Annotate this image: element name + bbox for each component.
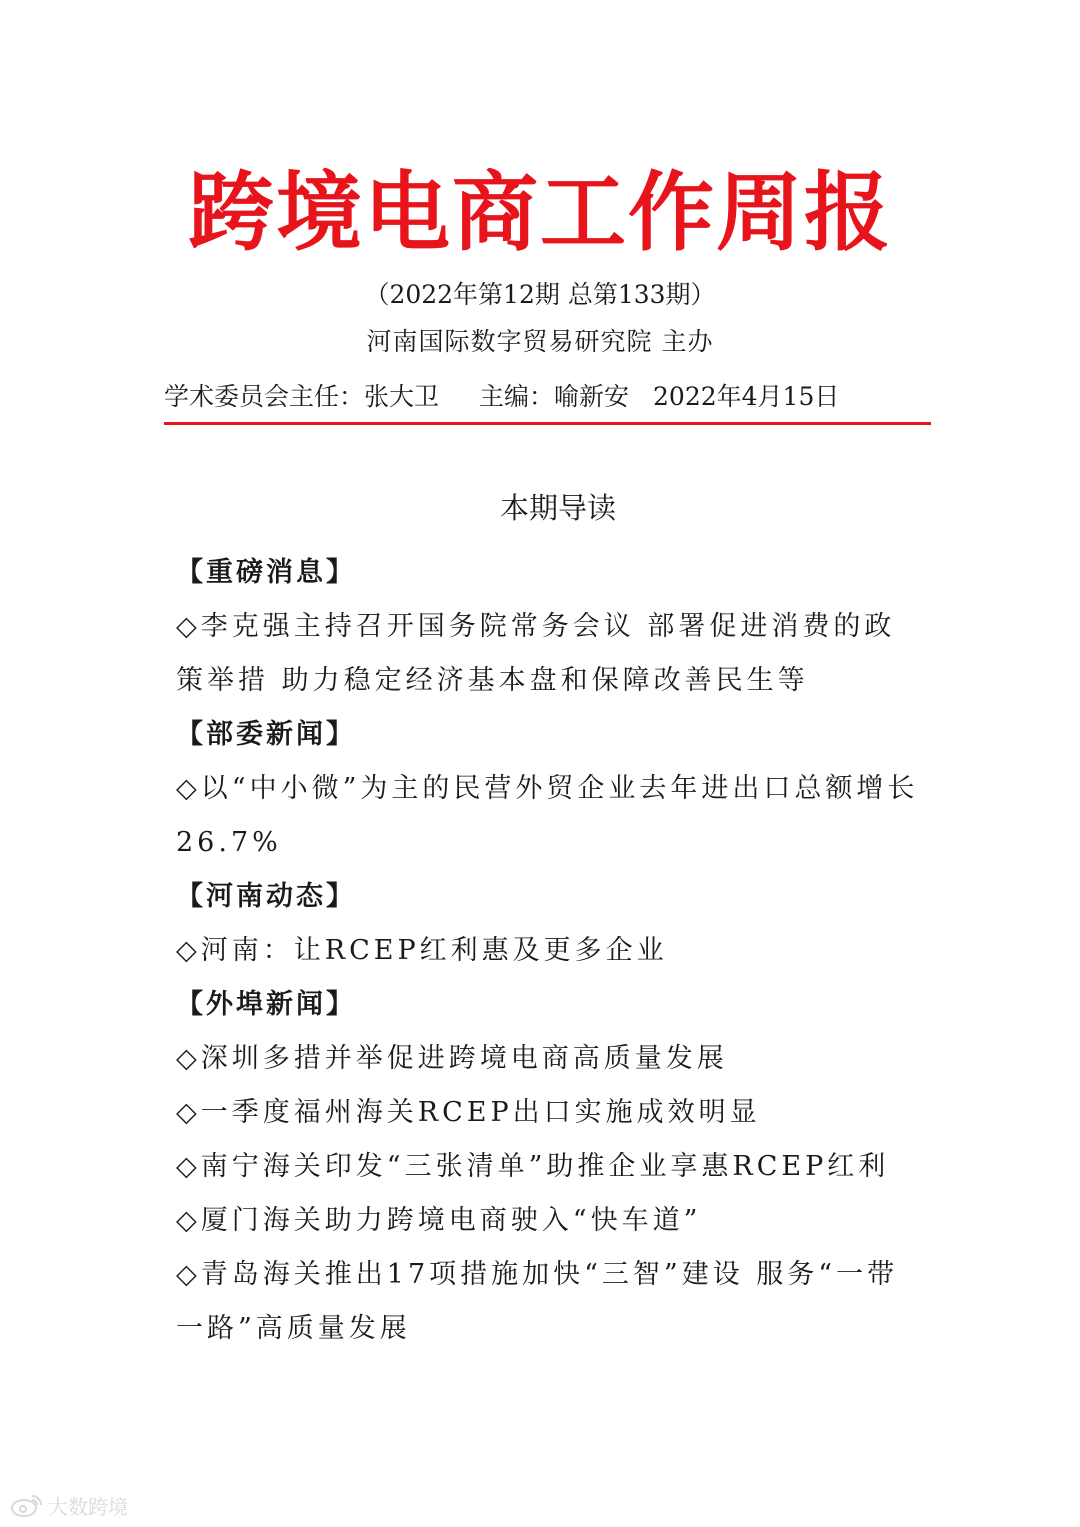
section-heading: 【外埠新闻】 bbox=[176, 989, 356, 1020]
toc-item[interactable]: ◇厦门海关助力跨境电商驶入“快车道” bbox=[176, 1205, 702, 1236]
toc-section bbox=[176, 708, 921, 870]
section-heading: 【重磅消息】 bbox=[176, 557, 356, 588]
header-divider bbox=[164, 422, 931, 425]
toc-item[interactable]: ◇一季度福州海关RCEP出口实施成效明显 bbox=[176, 1097, 761, 1128]
watermark bbox=[10, 1490, 128, 1520]
weibo-logo-icon bbox=[10, 1492, 44, 1518]
toc-section bbox=[176, 978, 921, 1356]
chief-editor: 主编：喻新安 bbox=[479, 382, 630, 411]
issue-number: （2022年第12期 总第133期） bbox=[364, 280, 716, 309]
masthead-title: 跨境电商工作周报 bbox=[188, 163, 892, 263]
toc-item[interactable]: ◇河南：让RCEP红利惠及更多企业 bbox=[176, 935, 668, 966]
toc-section bbox=[176, 870, 921, 978]
watermark-text: 大数跨境 bbox=[48, 1494, 128, 1519]
publish-date: 2022年4月15日 bbox=[653, 382, 840, 411]
host-organization: 河南国际数字贸易研究院 主办 bbox=[366, 327, 714, 356]
toc-item[interactable]: ◇以“中小微”为主的民营外贸企业去年进出口总额增长26.7% bbox=[176, 773, 919, 858]
toc-title: 本期导读 bbox=[499, 491, 616, 525]
credits-line bbox=[164, 380, 944, 414]
table-of-contents bbox=[176, 546, 921, 1356]
toc-item[interactable]: ◇青岛海关推出17项措施加快“三智”建设 服务“一带一路”高质量发展 bbox=[176, 1259, 899, 1344]
toc-section bbox=[176, 546, 921, 708]
toc-item[interactable]: ◇李克强主持召开国务院常务会议 部署促进消费的政策举措 助力稳定经济基本盘和保障改善民生等 bbox=[176, 611, 896, 696]
committee-chair: 学术委员会主任：张大卫 bbox=[164, 382, 440, 411]
section-heading: 【河南动态】 bbox=[176, 881, 356, 912]
toc-item[interactable]: ◇深圳多措并举促进跨境电商高质量发展 bbox=[176, 1043, 728, 1074]
toc-item[interactable]: ◇南宁海关印发“三张清单”助推企业享惠RCEP红利 bbox=[176, 1151, 890, 1182]
section-heading: 【部委新闻】 bbox=[176, 719, 356, 750]
